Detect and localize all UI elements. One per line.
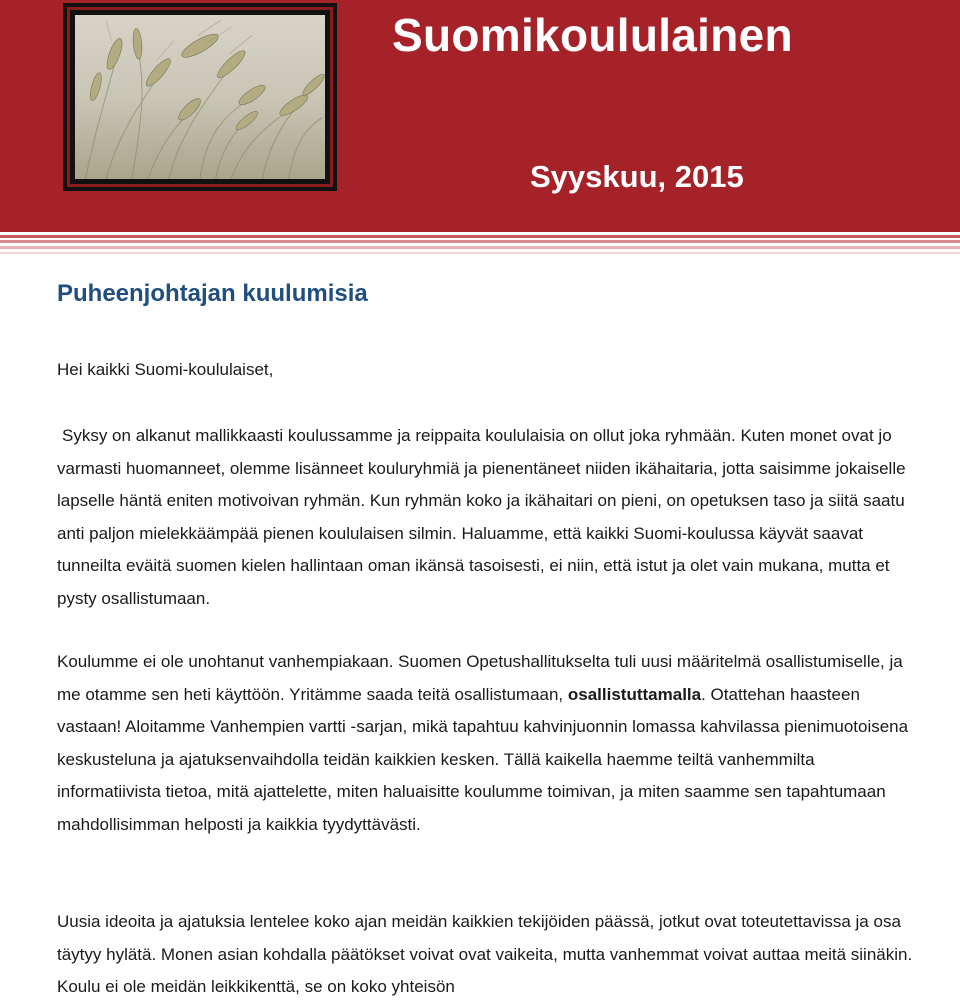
header-photo-frame — [63, 3, 337, 191]
paragraph-2-bold: osallistuttamalla — [567, 684, 702, 704]
header-stripes — [0, 232, 960, 258]
issue-date: Syyskuu, 2015 — [530, 159, 744, 194]
paragraph-2-start: Koulumme ei ole unohtanut vanhempiakaan. Suomen Opetushallitukselta tuli uusi määritelmä osallistumiselle, ja me otamme sen heti käyttöön. Yritämme saada teitä osallistumaan, — [57, 652, 903, 704]
photo-border — [67, 7, 333, 187]
greeting: Hei kaikki Suomi-koululaiset, — [57, 360, 274, 379]
paragraph-2 — [57, 646, 917, 841]
paragraph-1-text: Syksy on alkanut mallikkaasti koulussamme ja reippaita koululaisia on ollut joka ryhmään. Kuten monet ovat jo varmasti huomanneet, olemme lisänneet kouluryhmiä ja pienentäneet niiden ikähaitaria, jotta saisimme jokaiselle lapselle häntä eniten motivoivan ryhmän. Kun ryhmän koko ja ikähaitari on pieni, on opetuksen taso ja siitä saatu anti paljon mielekkäämpää pienen koululaisen silmin. Haluamme, että kaikki Suomi-koulussa käyvät saavat tunneilta eväitä suomen kielen hallintaan oman ikänsä tasoisesti, ei niin, että istut ja olet vain mukana, mutta et pysty osallistumaan. — [57, 426, 906, 608]
wheat-field-photo — [75, 15, 325, 179]
newsletter-title: Suomikoululainen — [392, 9, 793, 61]
section-heading: Puheenjohtajan kuulumisia — [57, 280, 368, 307]
paragraph-2-end: . Otattehan haasteen vastaan! Aloitamme Vanhempien vartti -sarjan, mikä tapahtuu kahvinjuonnin lomassa kahvilassa pienimuotoisena keskusteluna ja ajatuksenvaihdolla teidän kaikkien kesken. Tällä kaikella haemme teiltä vanhemmilta informatiivista tietoa, mitä ajattelette, miten haluaisitte koulumme toimivan, ja miten saamme sen tapahtumaan mahdollisimman helposti ja kaikkia tyydyttävästi. — [57, 684, 909, 834]
paragraph-3: Uusia ideoita ja ajatuksia lentelee koko ajan meidän kaikkien tekijöiden päässä, jotkut ovat toteutettavissa ja osa täytyy hylätä. Monen asian kohdalla päätökset voivat ovat vaikeita, mutta vanhemmat voivat auttaa meitä siinäkin. Koulu ei ole meidän leikkikenttä, se on koko yhteisön — [57, 912, 913, 996]
paragraph-1 — [57, 420, 917, 615]
